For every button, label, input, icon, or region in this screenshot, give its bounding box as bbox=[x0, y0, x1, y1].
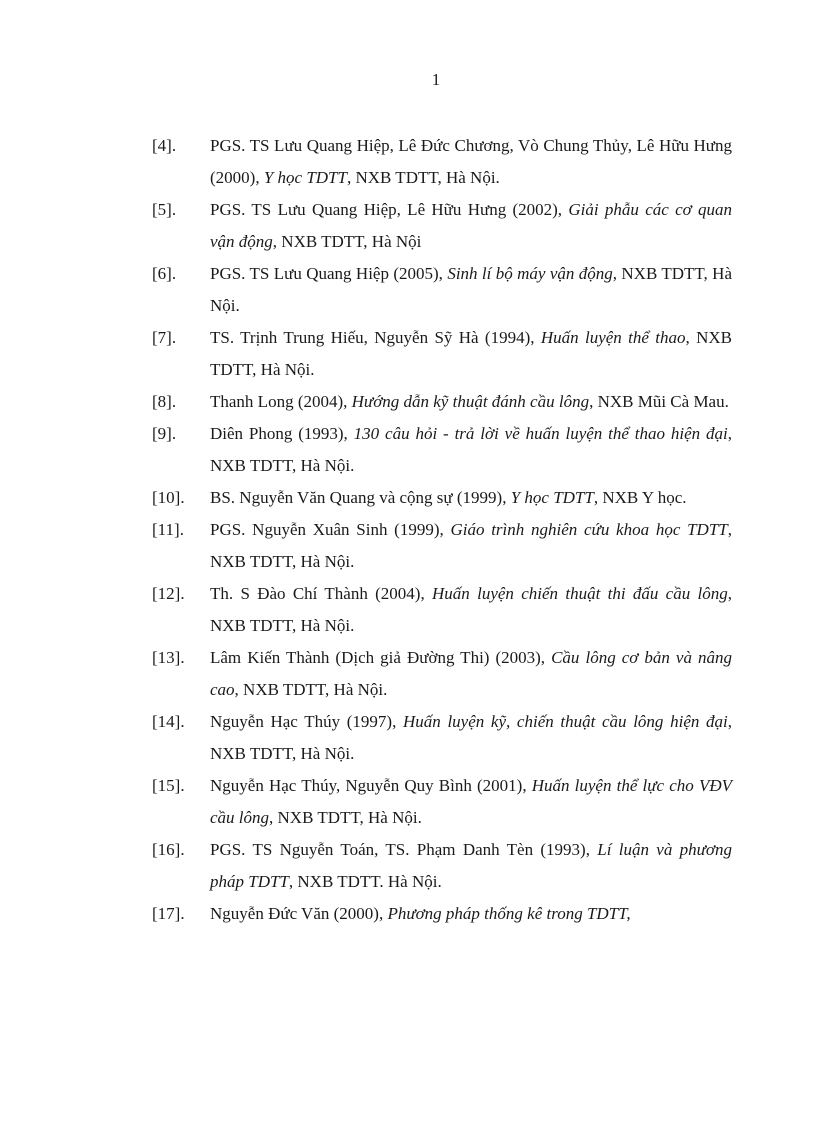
reference-text bbox=[210, 706, 732, 770]
reference-text bbox=[210, 482, 732, 514]
reference-authors-year: PGS. TS Lưu Quang Hiệp, Lê Hữu Hưng (2002), bbox=[210, 200, 569, 219]
reference-text bbox=[210, 194, 732, 258]
reference-authors-year: PGS. Nguyễn Xuân Sinh (1999), bbox=[210, 520, 451, 539]
reference-publisher: , NXB TDTT, Hà Nội. bbox=[210, 520, 732, 571]
reference-authors-year: Nguyễn Đức Văn (2000), bbox=[210, 904, 388, 923]
reference-publisher: , NXB TDTT, Hà Nội. bbox=[210, 424, 732, 475]
reference-item bbox=[152, 194, 732, 258]
reference-item bbox=[152, 514, 732, 578]
reference-publisher: , NXB TDTT, Hà Nội. bbox=[210, 584, 732, 635]
reference-number: [7]. bbox=[152, 328, 177, 347]
reference-item bbox=[152, 770, 732, 834]
reference-item bbox=[152, 418, 732, 482]
reference-list bbox=[152, 130, 732, 930]
reference-publisher: , NXB Mũi Cà Mau. bbox=[589, 392, 729, 411]
reference-title: Huấn luyện kỹ, chiến thuật cầu lông hiện đại bbox=[403, 712, 728, 731]
reference-number: [11]. bbox=[152, 520, 184, 539]
reference-item bbox=[152, 482, 732, 514]
reference-authors-year: TS. Trịnh Trung Hiếu, Nguyễn Sỹ Hà (1994), bbox=[210, 328, 541, 347]
reference-title: Giải phẫu các cơ quan vận động bbox=[210, 200, 733, 251]
reference-number: [4]. bbox=[152, 136, 177, 155]
reference-item bbox=[152, 386, 732, 418]
reference-publisher: , NXB TDTT, Hà Nội. bbox=[210, 328, 732, 379]
reference-title: Y học TDTT bbox=[510, 488, 594, 507]
reference-item bbox=[152, 898, 732, 930]
reference-item bbox=[152, 258, 732, 322]
reference-number: [6]. bbox=[152, 264, 177, 283]
page-number: 1 bbox=[431, 70, 441, 89]
reference-authors-year: Th. S Đào Chí Thành (2004), bbox=[210, 584, 433, 603]
reference-title: Sinh lí bộ máy vận động bbox=[447, 264, 613, 283]
reference-item bbox=[152, 706, 732, 770]
reference-publisher: , NXB Y học. bbox=[593, 488, 687, 507]
reference-item bbox=[152, 130, 732, 194]
reference-authors-year: Nguyễn Hạc Thúy (1997), bbox=[210, 712, 403, 731]
reference-text bbox=[210, 898, 732, 930]
reference-text bbox=[210, 514, 732, 578]
reference-title: 130 câu hỏi - trả lời về huấn luyện thể thao hiện đại bbox=[353, 424, 728, 443]
reference-text bbox=[210, 130, 732, 194]
reference-text bbox=[210, 258, 732, 322]
reference-text bbox=[210, 386, 732, 418]
reference-text bbox=[210, 642, 732, 706]
reference-number: [17]. bbox=[152, 904, 185, 923]
reference-authors-year: BS. Nguyễn Văn Quang và cộng sự (1999), bbox=[210, 488, 511, 507]
reference-title: Cầu lông cơ bản và nâng cao bbox=[210, 648, 732, 699]
reference-title: Phương pháp thống kê trong TDTT, bbox=[387, 904, 631, 923]
reference-title: Huấn luyện chiến thuật thi đấu cầu lông bbox=[432, 584, 728, 603]
reference-title: Giáo trình nghiên cứu khoa học TDTT bbox=[450, 520, 728, 539]
reference-publisher: , NXB TDTT, Hà Nội. bbox=[234, 680, 388, 699]
reference-number: [15]. bbox=[152, 776, 185, 795]
reference-authors-year: Lâm Kiến Thành (Dịch giả Đường Thi) (2003), bbox=[210, 648, 552, 667]
reference-title: Y học TDTT bbox=[263, 168, 347, 187]
reference-number: [12]. bbox=[152, 584, 185, 603]
reference-text bbox=[210, 834, 732, 898]
reference-title: Lí luận và phương pháp TDTT bbox=[210, 840, 732, 891]
reference-title: Hướng dẫn kỹ thuật đánh cầu lông bbox=[351, 392, 590, 411]
reference-authors-year: PGS. TS Lưu Quang Hiệp (2005), bbox=[210, 264, 448, 283]
reference-text bbox=[210, 770, 732, 834]
reference-item bbox=[152, 322, 732, 386]
reference-text bbox=[210, 418, 732, 482]
reference-number: [16]. bbox=[152, 840, 185, 859]
reference-publisher: , NXB TDTT. Hà Nội. bbox=[288, 872, 442, 891]
reference-authors-year: Nguyễn Hạc Thúy, Nguyễn Quy Bình (2001), bbox=[210, 776, 532, 795]
reference-title: Huấn luyện thể thao bbox=[540, 328, 686, 347]
reference-number: [14]. bbox=[152, 712, 185, 731]
reference-text bbox=[210, 322, 732, 386]
reference-item bbox=[152, 578, 732, 642]
reference-publisher: , NXB TDTT, Hà Nội bbox=[272, 232, 422, 251]
reference-publisher: , NXB TDTT, Hà Nội. bbox=[346, 168, 500, 187]
reference-publisher: , NXB TDTT, Hà Nội. bbox=[269, 808, 422, 827]
reference-authors-year: Diên Phong (1993), bbox=[210, 424, 354, 443]
reference-authors-year: PGS. TS Lưu Quang Hiệp, Lê Đức Chương, Vò Chung Thủy, Lê Hữu Hưng (2000), bbox=[210, 136, 732, 187]
reference-number: [8]. bbox=[152, 392, 177, 411]
reference-number: [5]. bbox=[152, 200, 177, 219]
reference-authors-year: Thanh Long (2004), bbox=[210, 392, 352, 411]
reference-item bbox=[152, 642, 732, 706]
reference-publisher: , NXB TDTT, Hà Nội. bbox=[210, 712, 733, 763]
reference-item bbox=[152, 834, 732, 898]
reference-text bbox=[210, 578, 732, 642]
reference-title: Huấn luyện thể lực cho VĐV cầu lông bbox=[210, 776, 732, 827]
reference-publisher: , NXB TDTT, Hà Nội. bbox=[210, 264, 732, 315]
reference-number: [9]. bbox=[152, 424, 177, 443]
reference-number: [10]. bbox=[152, 488, 185, 507]
reference-authors-year: PGS. TS Nguyễn Toán, TS. Phạm Danh Tèn (1993), bbox=[210, 840, 598, 859]
reference-number: [13]. bbox=[152, 648, 185, 667]
